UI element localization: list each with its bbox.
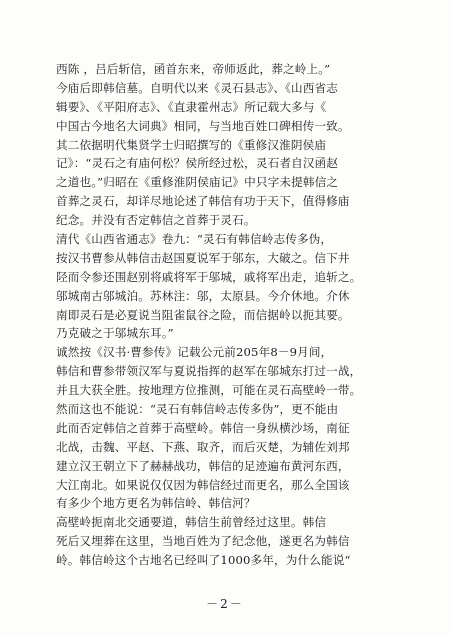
text-line: 乃克破之于邬城东耳。” [56,326,174,341]
text-line: 南即灵石是必夏说当阻雀鼠谷之险，而信据岭以扼其要。 [56,307,350,322]
text-line: 岭。韩信岭这个古地名已经叫了1000多年，为什么能说“ [56,553,351,568]
text-line: 辑要》、《平阳府志》、《直隶霍州志》所记载大多与《 [56,99,327,114]
text-line: 有多少个地方更名为韩信岭、韩信河？ [56,496,256,511]
text-line: 高壁岭扼南北交通要道，韩信生前曾经过这里。韩信 [56,515,327,530]
text-line: 其二依据明代集贤学士归昭撰写的《重修汉淮阴侯庙 [56,137,327,152]
text-line: 建立汉王朝立下了赫赫战功，韩信的足迹遍布黄河东西， [56,458,350,473]
page-number: －2－ [206,597,244,611]
text-line: 死后又埋葬在这里，当地百姓为了纪念他，遂更名为韩信 [56,534,350,549]
text-line: 诚然按《汉书·曹参传》记载公元前205年8－9月间， [56,345,333,360]
text-line: 首葬之灵石，却详尽地论述了韩信有功于天下，值得修庙 [56,194,350,209]
text-line: 清代《山西省通志》卷九：“灵石有韩信岭志传多伪， [56,232,333,247]
text-line: 按汉书曹参从韩信击赵国夏说军于邬东，大破之。信下井 [56,250,350,265]
text-line: 此而否定韩信之首葬于高壁岭。韩信一身纵横沙场，南征 [56,420,350,435]
text-line: 韩信和曹参带领汉军与夏说指挥的赵军在邬城东打过一战， [56,364,362,379]
text-line: 中国古今地名大词典》相同，与当地百姓口碑相传一致。 [56,118,350,133]
text-line: 北战，击魏、平赵、下燕、取齐，而后灭楚，为辅佐刘邦 [56,439,350,454]
text-line: 之道也。”归昭在《重修淮阴侯庙记》中只字未提韩信之 [56,175,339,190]
text-line: 然而这也不能说：“灵石有韩信岭志传多伪”，更不能由 [56,402,339,417]
text-line: 大江南北。如果说仅仅因为韩信经过而更名，那么全国该 [56,477,350,492]
body-text [56,60,406,570]
text-line: 记》：“灵石之有庙何松？侯所经过松，灵石者自汉函赵 [56,156,339,171]
text-line: 邬城南古邬城泊。苏林注：邬，太原县。今介休地。介休 [56,288,350,303]
text-line: 纪念。并没有否定韩信之首葬于灵石。 [56,213,256,228]
text-line: 今庙后即韩信墓。自明代以来《灵石县志》、《山西省志 [56,80,338,95]
text-line: 西陈 ，吕后斩信，函首东来，帝师返此，葬之岭上。” [56,62,331,76]
text-line: 并且大获全胜。按地理方位推测，可能在灵石高壁岭一带。 [56,383,362,398]
text-line: 陉而令参还围赵别将戚将军于邬城，戚将军出走，追斩之。 [56,269,362,284]
